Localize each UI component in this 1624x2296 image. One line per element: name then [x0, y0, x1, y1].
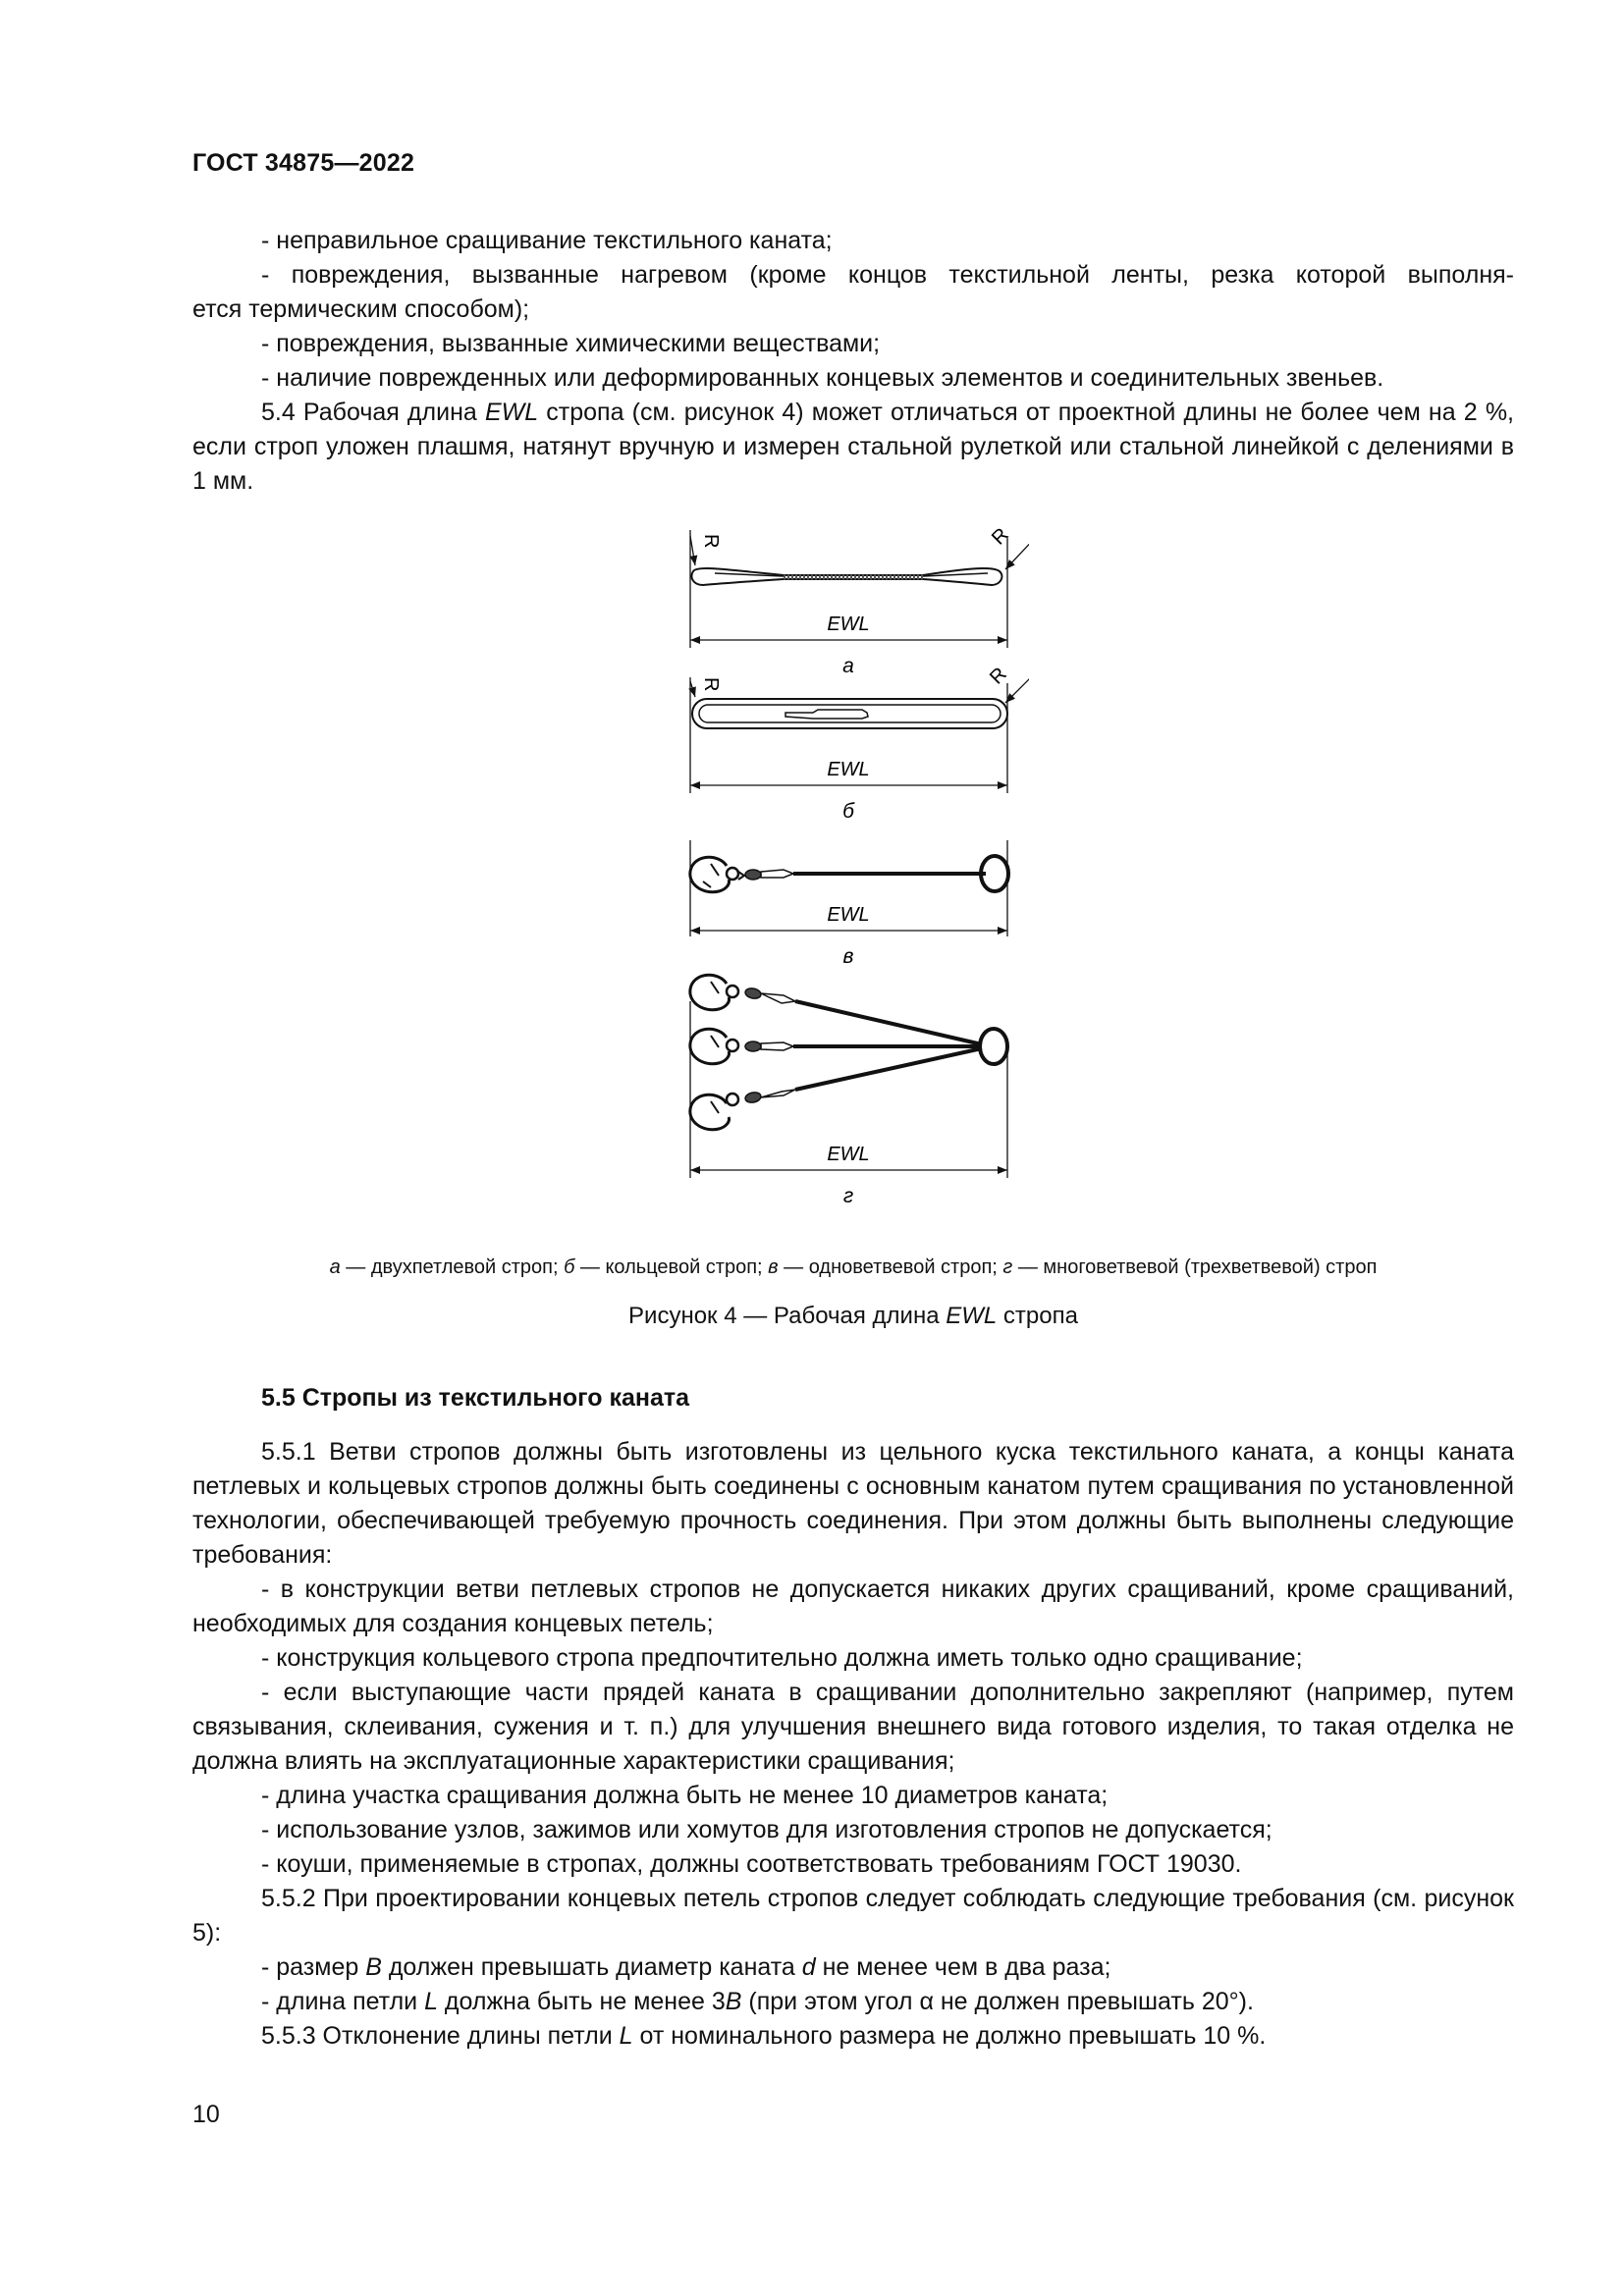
ewl-dimension-label: EWL: [827, 614, 870, 635]
figure-caption: Рисунок 4 — Рабочая длина EWL стропа: [628, 1303, 1078, 1329]
sling-a-drawing: [690, 524, 1029, 677]
paragraph-5-5-1: 5.5.1 Ветви стропов должны быть изготовлены из цельного куска текстильного каната, а концы каната петлевых и кольцевых стропов должны быть соединены с основным канатом путем сращивания по установленной технологии, обеспечивающей требуемую прочность соединения. При этом должны быть выполнены следующие требования:: [192, 1438, 1514, 1569]
list-item: - размер B должен превышать диаметр каната d не менее чем в два раза;: [261, 1953, 1111, 1981]
list-item: - повреждения, вызванные нагревом (кроме концов текстильной ленты, резка которой выполня-: [261, 261, 1514, 289]
sub-label-c: в: [842, 945, 854, 968]
paragraph-5-5-2: 5.5.2 При проектировании концевых петель стропов следует соблюдать следующие требования (см. рисунок 5):: [192, 1885, 1514, 1947]
paragraph-5-5-3: 5.5.3 Отклонение длины петли L от номинального размера не должно превышать 10 %.: [261, 2022, 1267, 2050]
ewl-dimension-label: EWL: [827, 759, 870, 780]
sub-label-a: а: [842, 655, 854, 677]
section-title: 5.5 Стропы из текстильного каната: [261, 1384, 690, 1412]
list-item: - повреждения, вызванные химическими веществами;: [261, 330, 881, 357]
list-item: - конструкция кольцевого стропа предпочтительно должна иметь только одно сращивание;: [261, 1644, 1303, 1672]
radius-label: R: [700, 534, 722, 549]
radius-label: R: [700, 677, 722, 692]
radius-label: R: [987, 523, 1013, 550]
paragraph-5-4: 5.4 Рабочая длина EWL стропа (см. рисунок 4) может отличаться от проектной длины не более чем на 2 %, если строп уложен плашмя, натянут вручную и измерен стальной рулеткой или стальной линейкой с делениями в 1 мм.: [192, 399, 1514, 495]
section-5-5-body: [192, 1435, 1514, 2054]
figure-legend: а — двухпетлевой строп; б — кольцевой строп; в — одноветвевой строп; г — многоветвевой (трехветвевой) строп: [329, 1256, 1378, 1278]
page-number: 10: [192, 2101, 220, 2128]
list-item: - длина участка сращивания должна быть не менее 10 диаметров каната;: [261, 1782, 1109, 1809]
list-item: - в конструкции ветви петлевых стропов не допускается никаких других сращиваний, кроме сращиваний, необходимых для создания концевых петель;: [192, 1575, 1514, 1637]
list-item: - неправильное сращивание текстильного каната;: [261, 227, 833, 254]
radius-label: R: [985, 663, 1011, 689]
sling-d-drawing: [690, 975, 1007, 1207]
list-item: - если выступающие части прядей каната в сращивании дополнительно закрепляют (например, путем связывания, склеивания, сужения и т. п.) для улучшения внешнего вида готового изделия, то такая отделка не должна влиять на эксплуатационные характеристики сращивания;: [192, 1679, 1514, 1775]
list-item: - использование узлов, зажимов или хомутов для изготовления стропов не допускается;: [261, 1816, 1272, 1843]
sub-label-d: г: [842, 1185, 854, 1207]
ewl-dimension-label: EWL: [827, 1144, 870, 1165]
figure-4: [676, 510, 1029, 1212]
top-text-block: [192, 224, 1514, 499]
list-item: - наличие поврежденных или деформированных концевых элементов и соединительных звеньев.: [261, 364, 1384, 392]
list-item: - коуши, применяемые в стропах, должны соответствовать требованиям ГОСТ 19030.: [261, 1850, 1242, 1878]
ewl-dimension-label: EWL: [827, 904, 870, 926]
document-header: ГОСТ 34875—2022: [192, 149, 415, 177]
list-item-continuation: ется термическим способом);: [192, 295, 530, 323]
list-item: - длина петли L должна быть не менее 3B (при этом угол α не должен превышать 20°).: [261, 1988, 1254, 2015]
figure-4-drawing: [676, 510, 1029, 1212]
sub-label-b: б: [842, 800, 854, 823]
sling-b-drawing: [690, 664, 1029, 823]
sling-c-drawing: [690, 840, 1008, 968]
